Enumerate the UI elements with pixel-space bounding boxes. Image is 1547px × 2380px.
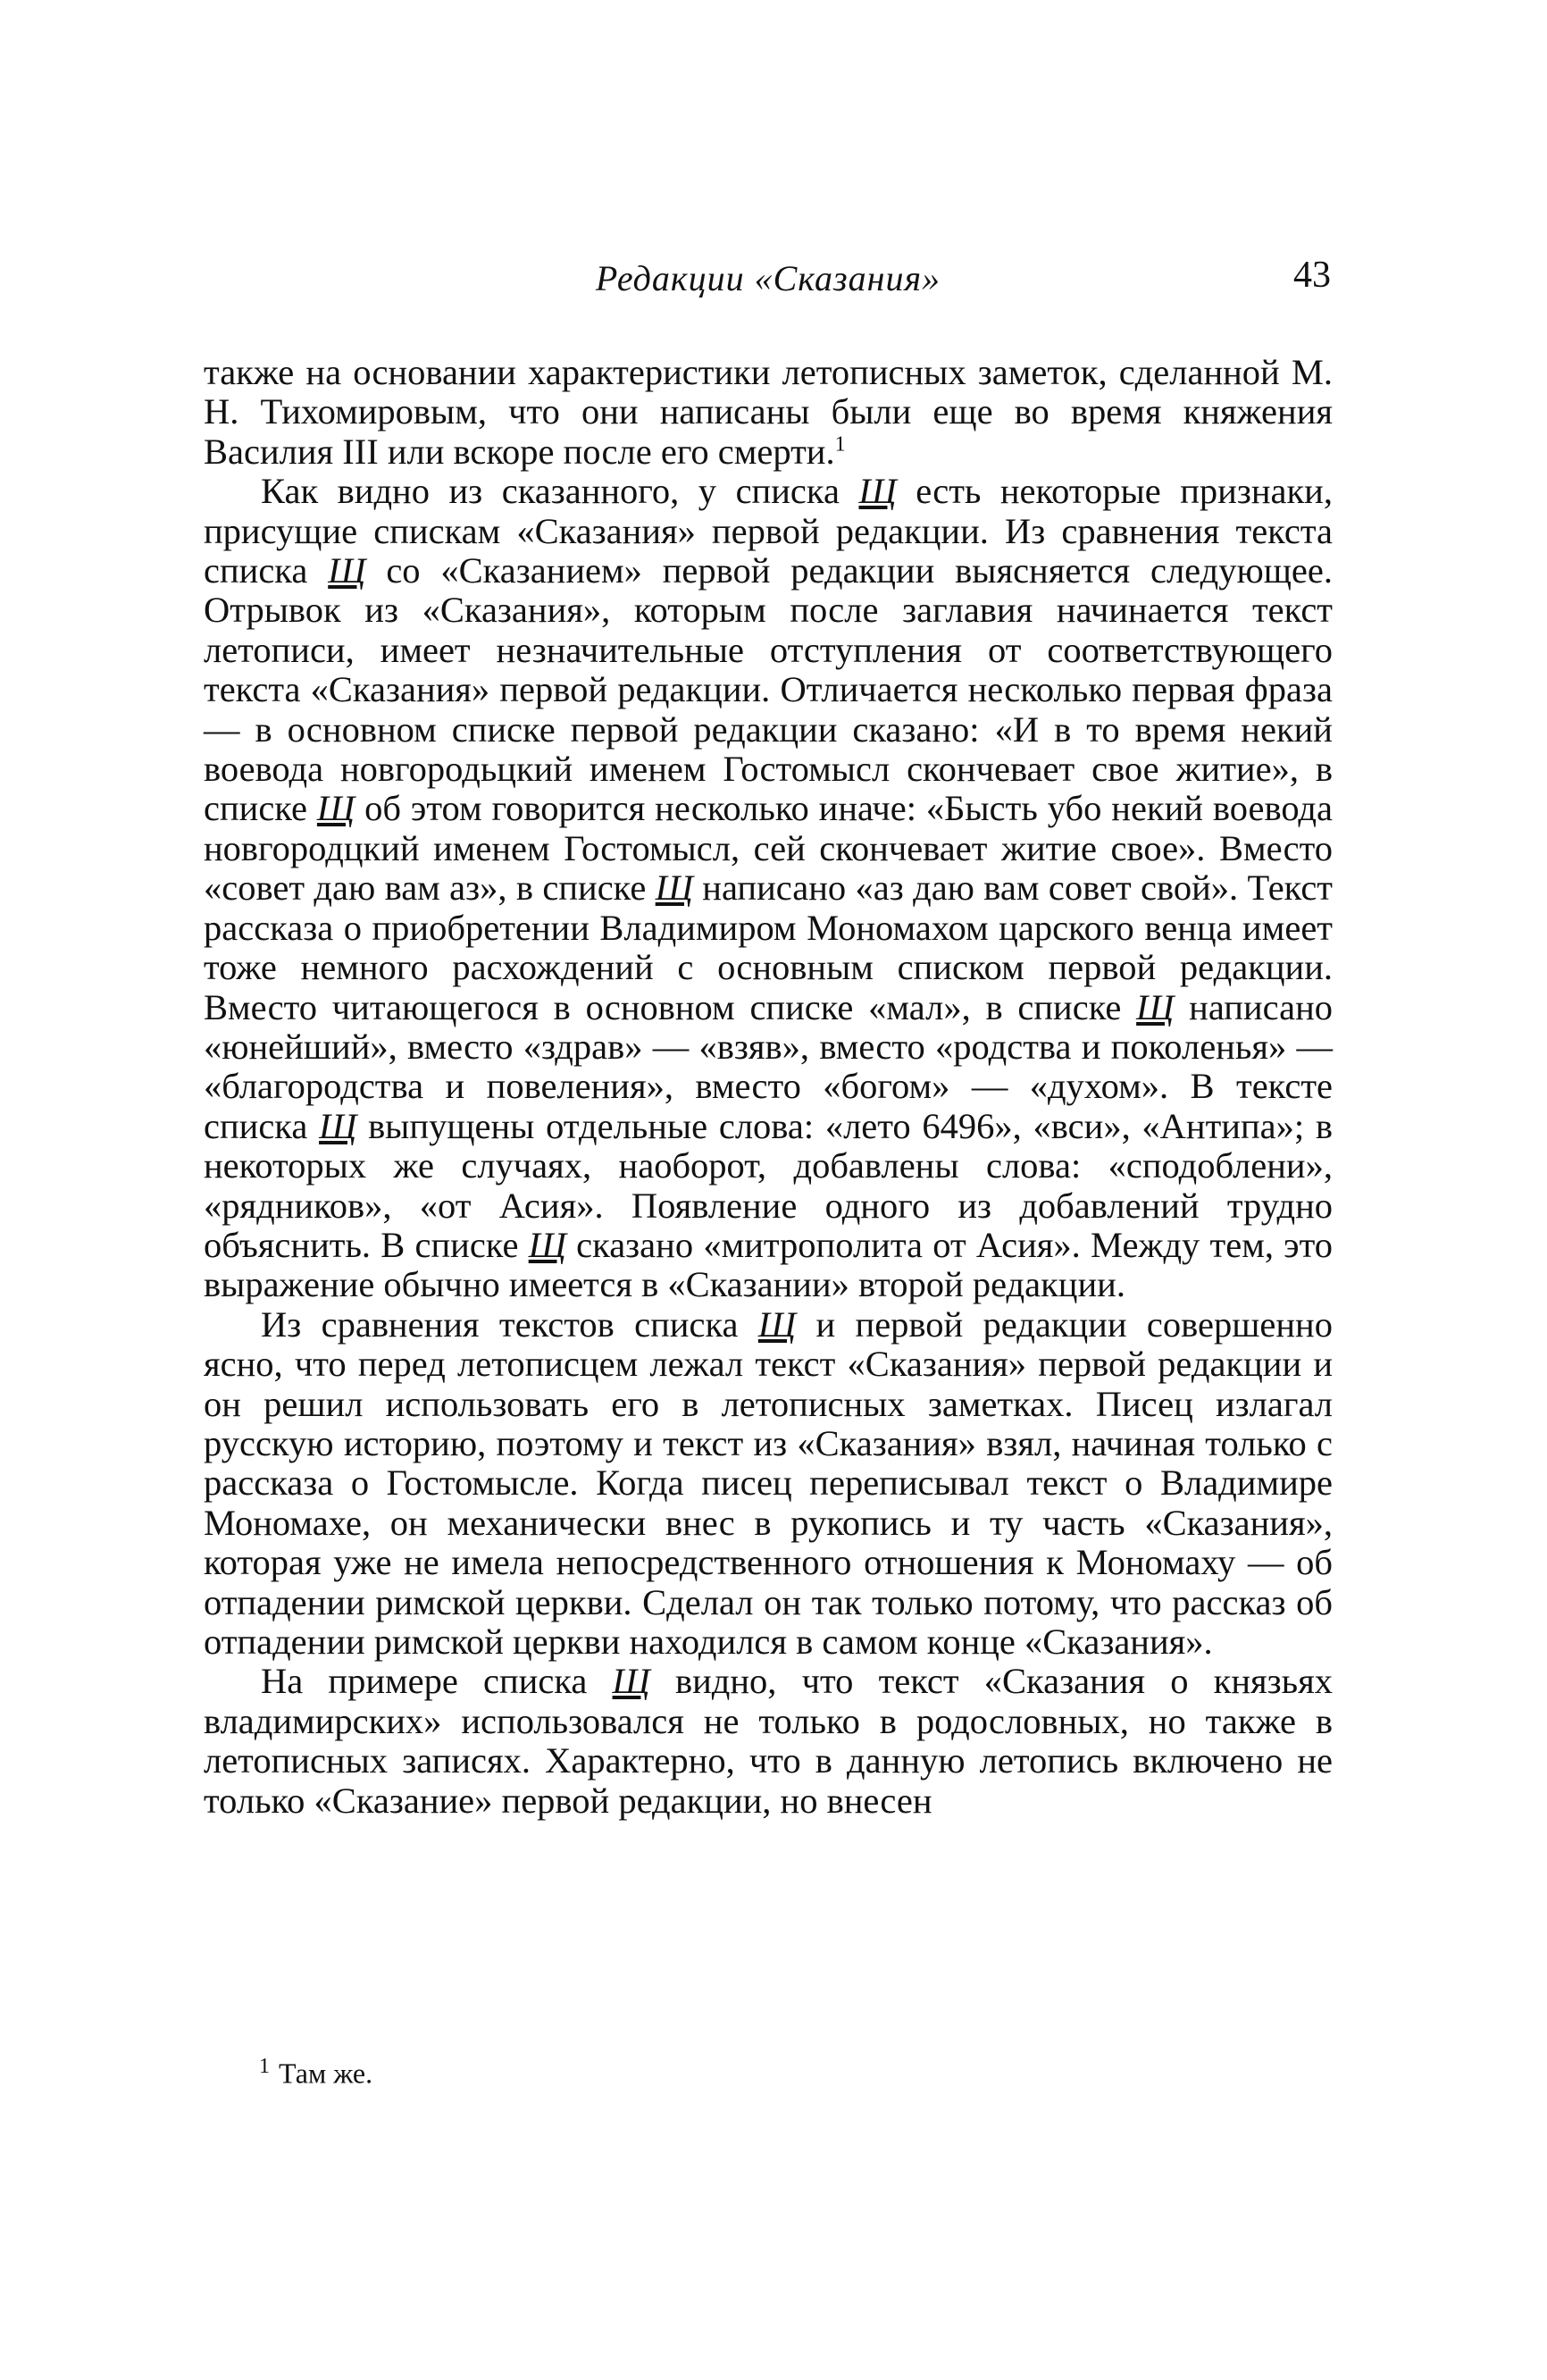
body-text [204,353,1333,1821]
manuscript-siglum: Щ [1136,986,1175,1027]
running-head [205,257,1331,302]
manuscript-siglum: Щ [757,1303,797,1345]
paragraph-text: и первой редакции совершенно ясно, что перед летописцем лежал текст «Сказания» первой редакции и он решил использовать его в летописных заметках. Писец излагал русскую историю, поэтому и текст из «Сказания» взял, начиная только с рассказа о Гостомысле. Когда писец переписывал текст о Владимире Мономахе, он механически внес в рукопись и ту часть «Сказания», которая уже не имела непосредственного отношения к Мономаху — об отпадении римской церкви. Сделал он так только потому, что рассказ об отпадении римской церкви находился в самом конце «Сказания». [204,1303,1333,1662]
paragraph-text: со «Сказанием» первой редакции выясняется следующее. Отрывок из «Сказания», которым после заглавия начинается текст летописи, имеет незначительные отступления от соответствующего текста «Сказания» первой редакции. Отличается несколько первая фраза — в основном списке первой редакции сказано: «И в то время некий воевода новгородьцкий именем Гостомысл скончевает свое житие», в списке [204,550,1333,829]
paragraph-text: написано «аз даю вам совет свой». Текст рассказа о приобретении Владимиром Мономахом царского венца имеет тоже немного расхождений с основным списком первой редакции. Вместо читающегося в основном списке «мал», в списке [204,867,1334,1027]
paragraph-text: сказано «митрополита от Асия». Между тем, это выражение обычно имеется в «Сказании» второй редакции. [204,1224,1333,1305]
paragraph-text: есть некоторые признаки, присущие спискам «Сказания» первой редакции. Из сравнения текста списка [204,471,1333,591]
footnote-text: Там же. [279,2057,373,2090]
footnote [259,2055,372,2091]
paragraph [204,472,1333,1305]
paragraph [204,353,1333,472]
footnote-reference: 1 [834,432,846,457]
paragraph-text: На примере списка [261,1661,613,1702]
paragraph-text: Как видно из сказанного, у списка [261,471,859,512]
paragraph-text: написано «юнейший», вместо «здрав» — «взяв», вместо «родства и поколенья» — «благородства и повеления», вместо «богом» — «духом». В тексте списка [204,986,1333,1146]
manuscript-siglum: Щ [655,867,693,909]
page-number: 43 [1293,255,1331,296]
manuscript-siglum: Щ [316,788,355,829]
paragraph [204,1305,1333,1663]
paragraph [204,1662,1333,1821]
footnote-mark: 1 [259,2055,270,2078]
manuscript-siglum: Щ [858,471,897,512]
paragraph-text: Из сравнения текстов списка [261,1303,758,1345]
running-title: Редакции «Сказания» [595,258,941,298]
paragraph-text: также на основании характеристики летописных заметок, сделанной М. Н. Тихомировым, что они написаны были еще во время княжения Василия III или вскоре после его смерти. [204,352,1333,472]
manuscript-siglum: Щ [319,1105,357,1146]
manuscript-siglum: Щ [528,1224,566,1265]
paragraph-text: об этом говорится несколько иначе: «Бысть убо некий воевода новгородцкий именем Гостомысл, сей скончевает житие свое». Вместо «совет даю вам аз», в списке [204,788,1333,909]
paragraph-text: видно, что текст «Сказания о князьях владимирских» использовался не только в родословных, но также в летописных записях. Характерно, что в данную летопись включено не только «Сказание» первой редакции, но внесен [204,1661,1333,1821]
manuscript-siglum: Щ [328,550,366,591]
manuscript-siglum: Щ [612,1661,650,1702]
paragraph-text: выпущены отдельные слова: «лето 6496», «вси», «Антипа»; в некоторых же случаях, наоборот, добавлены слова: «сподоблени», «рядников», «от Асия». Появление одного из добавлений трудно объяснить. В списке [204,1105,1333,1265]
